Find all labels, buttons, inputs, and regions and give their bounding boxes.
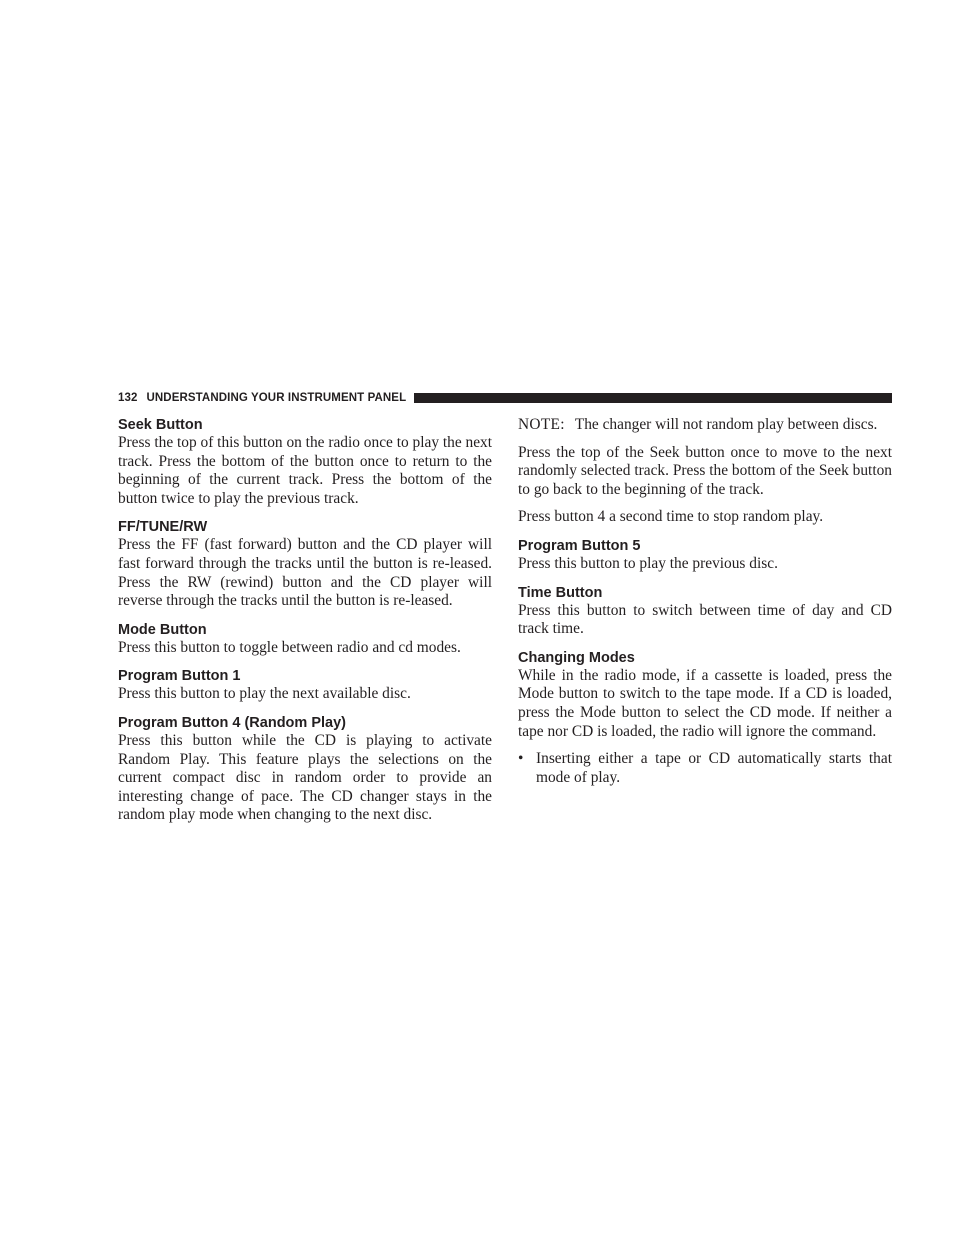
heading-program-button-5: Program Button 5 — [518, 537, 641, 554]
paragraph-program-button-4: Press this button while the CD is playing to activate Random Play. This feature plays the selections on the current compact disc in random order to provide an interesting change of pace. The CD changer stays in the random play mode when changing to the next disc. — [118, 731, 492, 824]
paragraph-random-seek: Press the top of the Seek button once to move to the next randomly selected track. Press the bottom of the Seek button to go back to the beginning of the track. — [518, 443, 892, 498]
bullet-text: Inserting either a tape or CD automatically starts that mode of play. — [536, 750, 892, 786]
bullet-icon: • — [518, 750, 524, 768]
right-column — [518, 416, 892, 787]
heading-mode-button: Mode Button — [118, 621, 207, 638]
header-rule — [414, 393, 892, 403]
paragraph-changing-modes: While in the radio mode, if a cassette is loaded, press the Mode button to switch to the tape mode. If a CD is loaded, press the Mode button to select the CD mode. If neither a tape nor CD is loaded, the radio will ignore the command. — [518, 666, 892, 740]
paragraph-program-button-1: Press this button to play the next available disc. — [118, 685, 411, 703]
paragraph-stop-random: Press button 4 a second time to stop random play. — [518, 508, 824, 526]
page-number: 132 — [118, 392, 138, 404]
heading-ff-tune-rw: FF/TUNE/RW — [118, 519, 208, 536]
paragraph-program-button-5: Press this button to play the previous disc. — [518, 554, 778, 572]
heading-program-button-1: Program Button 1 — [118, 668, 241, 685]
heading-seek-button: Seek Button — [118, 417, 203, 433]
note-text: The changer will not random play between discs. — [574, 416, 878, 433]
heading-time-button: Time Button — [518, 584, 603, 601]
heading-program-button-4: Program Button 4 (Random Play) — [118, 714, 346, 731]
section-title: UNDERSTANDING YOUR INSTRUMENT PANEL — [146, 392, 407, 404]
paragraph-ff-tune-rw: Press the FF (fast forward) button and the CD player will fast forward through the tracks until the button is re-leased. Press the RW (rewind) button and the CD player will reverse through the tracks until the button is re-leased. — [118, 536, 492, 610]
note-label: NOTE: — [518, 416, 565, 433]
bullet-item — [518, 750, 892, 787]
note-paragraph — [518, 416, 892, 435]
paragraph-time-button: Press this button to switch between time of day and CD track time. — [518, 601, 892, 638]
paragraph-seek-button: Press the top of this button on the radio once to play the next track. Press the bottom of the button once to return to the beginning of the current track. Press the bottom of the button twice to play the previous track. — [118, 434, 493, 507]
paragraph-mode-button: Press this button to toggle between radio and cd modes. — [118, 638, 461, 656]
page-header — [118, 389, 892, 407]
heading-changing-modes: Changing Modes — [518, 649, 635, 666]
left-column — [118, 416, 492, 825]
